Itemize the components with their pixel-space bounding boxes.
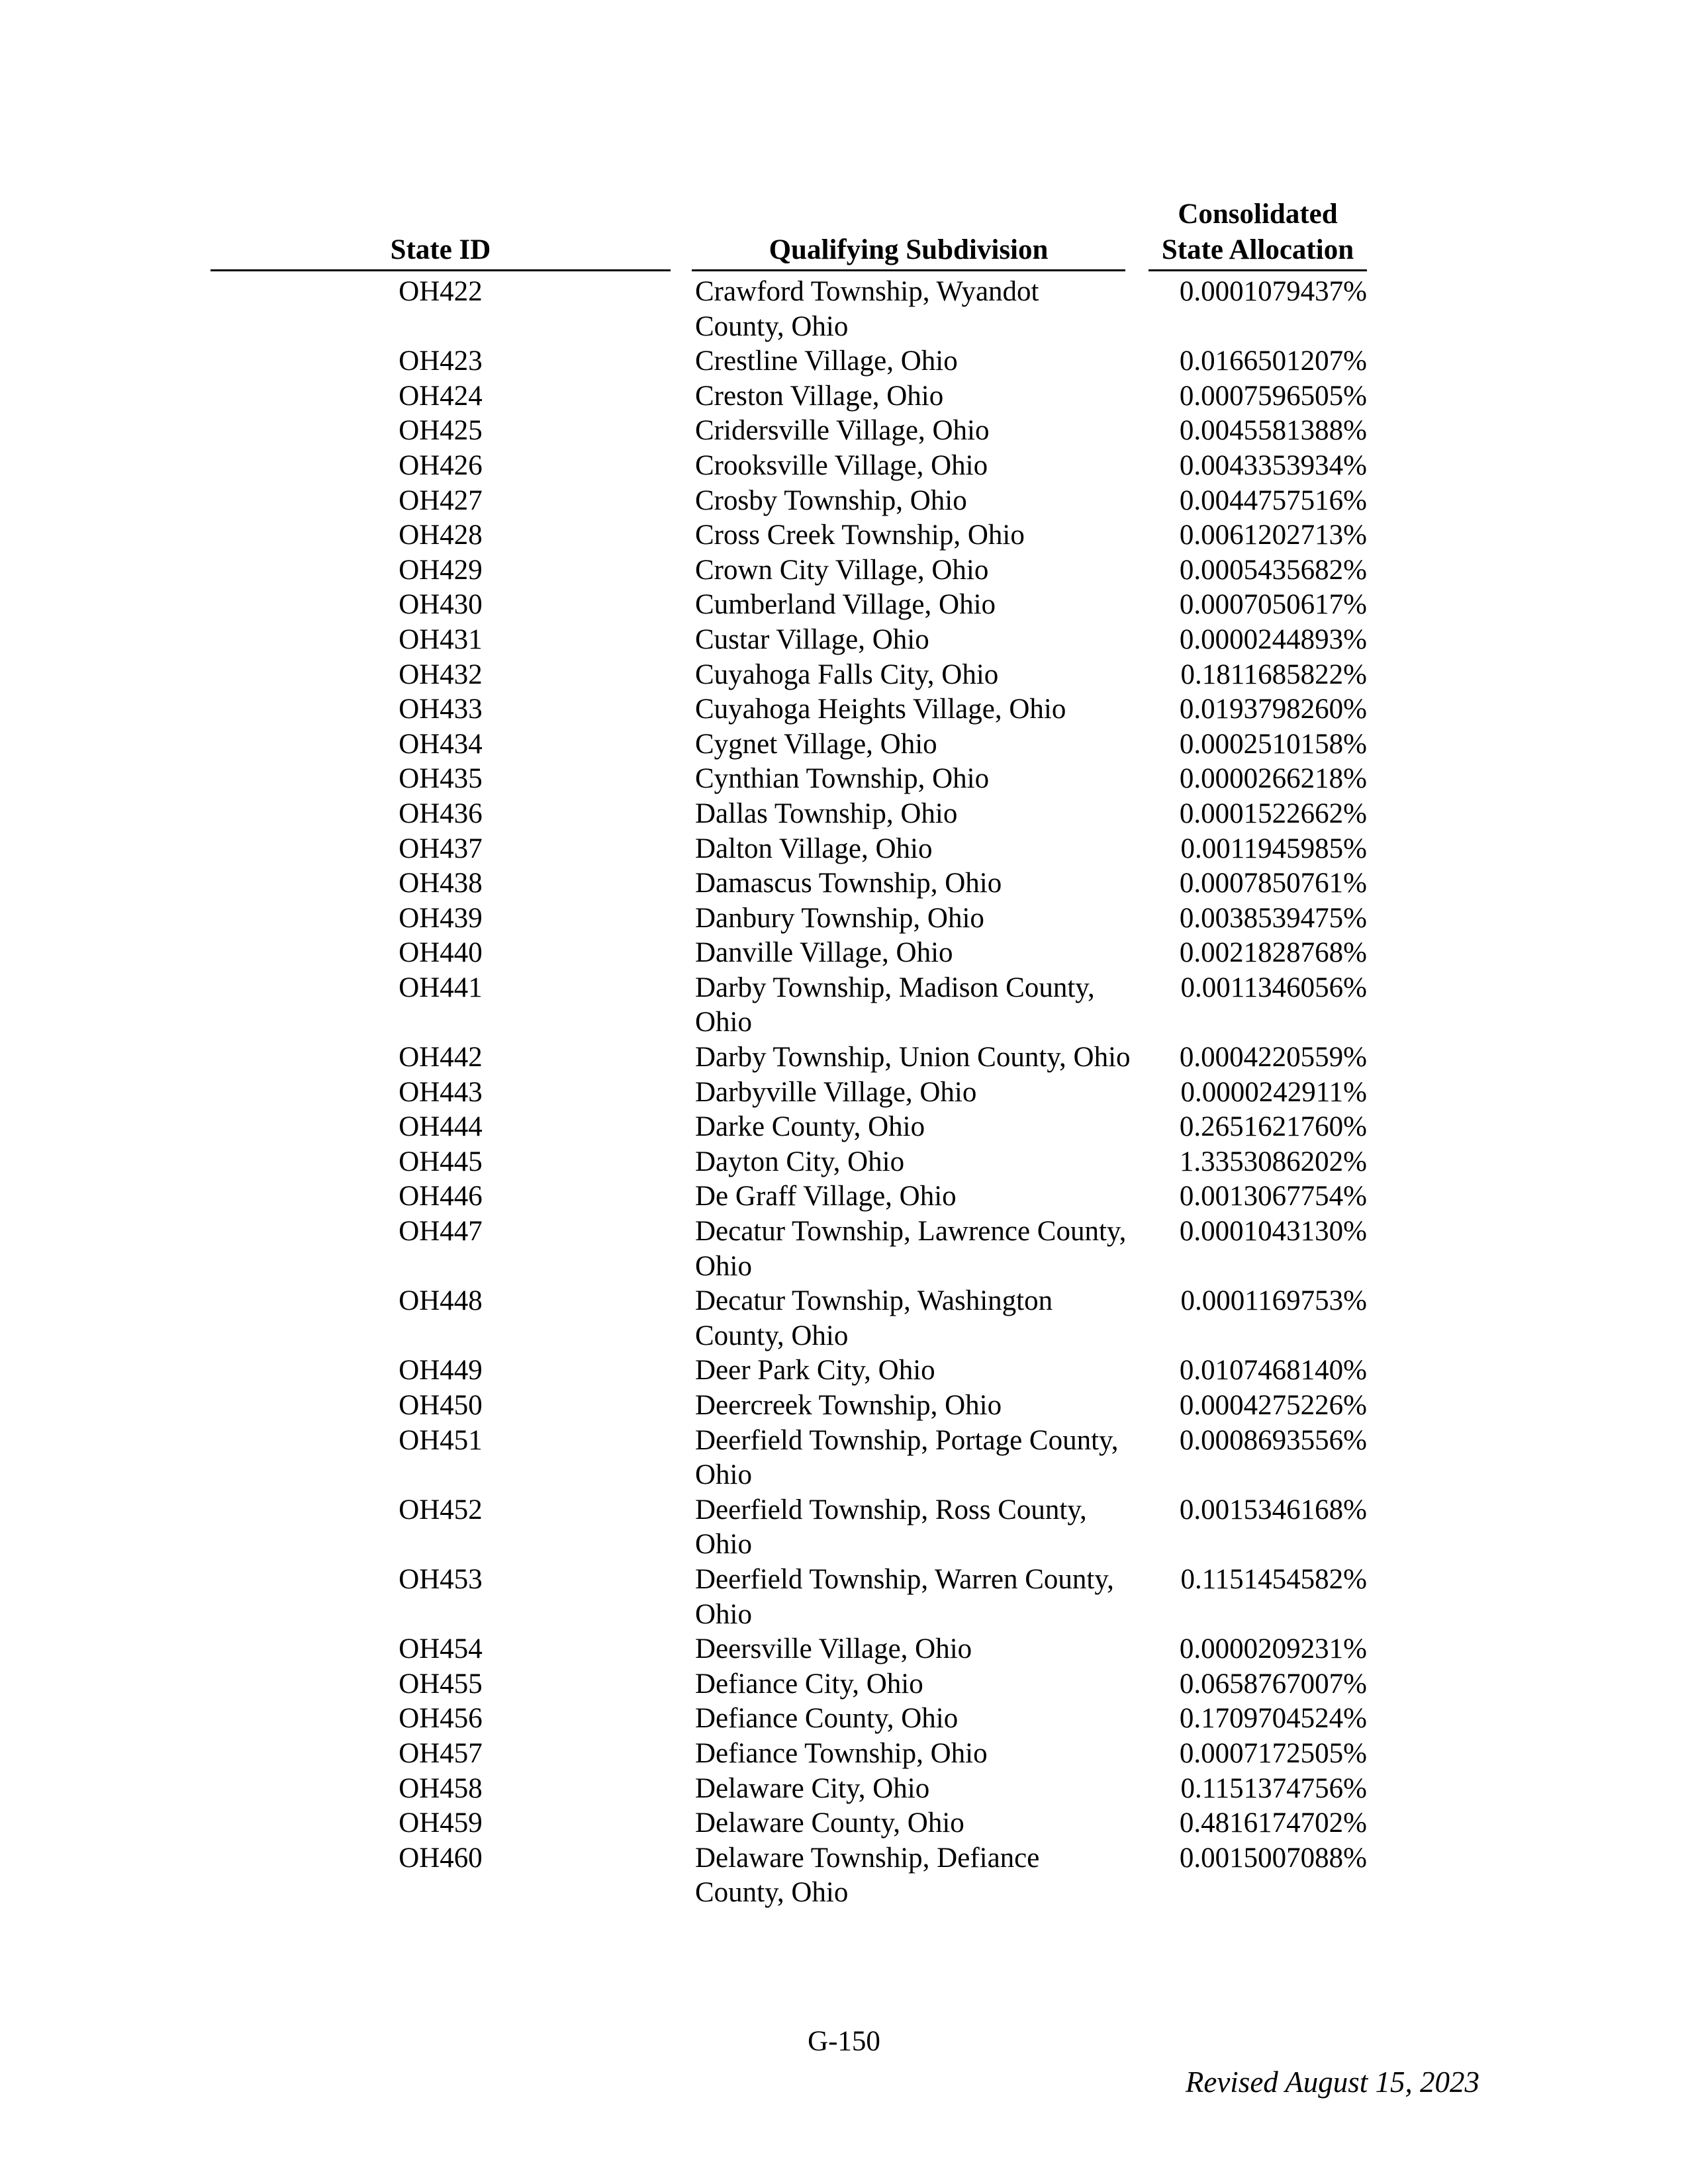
table-row [0, 623, 1688, 658]
subdivision-cell: Crawford Township, Wyandot County, Ohio [695, 276, 1039, 342]
subdivision-cell: Damascus Township, Ohio [695, 868, 1002, 899]
allocation-cell: 0.0658767007% [1179, 1668, 1367, 1700]
revised-date: Revised August 15, 2023 [1185, 2066, 1479, 2099]
table-row [0, 1667, 1688, 1702]
table-row [0, 1353, 1688, 1388]
table-row [0, 1179, 1688, 1214]
state-id-cell: OH431 [399, 623, 483, 655]
header-allocation-line2: State Allocation [1161, 234, 1354, 265]
state-id-cell: OH447 [399, 1216, 483, 1248]
table-row [0, 1110, 1688, 1145]
subdivision-cell: Darby Township, Union County, Ohio [695, 1042, 1131, 1073]
subdivision-cell: Crown City Village, Ohio [695, 554, 989, 586]
table-row [0, 1040, 1688, 1075]
table-body [0, 275, 1688, 1911]
subdivision-cell: Delaware Township, Defiance County, Ohio [695, 1842, 1040, 1909]
state-id-cell: OH446 [399, 1181, 483, 1212]
allocation-cell: 0.0013067754% [1179, 1181, 1367, 1212]
state-id-cell: OH456 [399, 1703, 483, 1735]
state-id-cell: OH445 [399, 1146, 483, 1177]
state-id-cell: OH449 [399, 1355, 483, 1387]
table-row [0, 379, 1688, 414]
state-id-cell: OH422 [399, 276, 483, 307]
subdivision-cell: Creston Village, Ohio [695, 380, 944, 412]
subdivision-cell: De Graff Village, Ohio [695, 1181, 957, 1212]
table-row [0, 1424, 1688, 1493]
table-row [0, 762, 1688, 797]
allocation-cell: 0.1811685822% [1180, 659, 1367, 690]
page-number: G-150 [808, 2026, 880, 2057]
subdivision-cell: Defiance City, Ohio [695, 1668, 923, 1700]
header-consolidated-state-allocation [1149, 197, 1367, 271]
allocation-cell: 0.0001522662% [1179, 797, 1367, 829]
header-state-id-label: State ID [390, 234, 491, 265]
state-id-cell: OH425 [399, 415, 483, 447]
subdivision-cell: Cross Creek Township, Ohio [695, 520, 1025, 551]
state-id-cell: OH458 [399, 1772, 483, 1804]
allocation-cell: 0.1151374756% [1180, 1772, 1367, 1804]
state-id-cell: OH460 [399, 1842, 483, 1874]
allocation-cell: 0.1709704524% [1179, 1703, 1367, 1735]
subdivision-cell: Crosby Township, Ohio [695, 484, 967, 516]
state-id-cell: OH459 [399, 1807, 483, 1839]
table-row [0, 692, 1688, 727]
allocation-cell: 0.0015346168% [1179, 1494, 1367, 1525]
table-row [0, 936, 1688, 971]
allocation-cell: 0.0043353934% [1179, 449, 1367, 481]
allocation-cell: 0.0007050617% [1179, 589, 1367, 621]
subdivision-cell: Defiance Township, Ohio [695, 1737, 988, 1769]
state-id-cell: OH440 [399, 937, 483, 969]
subdivision-cell: Cygnet Village, Ohio [695, 728, 937, 760]
allocation-cell: 0.0005435682% [1179, 554, 1367, 586]
table-row [0, 1214, 1688, 1284]
allocation-cell: 0.0008693556% [1179, 1424, 1367, 1456]
table-row [0, 832, 1688, 867]
table-row [0, 1388, 1688, 1424]
state-id-cell: OH455 [399, 1668, 483, 1700]
allocation-cell: 0.0004275226% [1179, 1390, 1367, 1421]
subdivision-cell: Danville Village, Ohio [695, 937, 953, 969]
table-row [0, 797, 1688, 832]
table-row [0, 1702, 1688, 1737]
subdivision-cell: Darby Township, Madison County, Ohio [695, 972, 1095, 1038]
allocation-cell: 0.0038539475% [1179, 902, 1367, 934]
state-id-cell: OH426 [399, 449, 483, 481]
allocation-cell: 0.2651621760% [1179, 1111, 1367, 1143]
table-row [0, 1772, 1688, 1807]
state-id-cell: OH428 [399, 520, 483, 551]
allocation-cell: 0.0000209231% [1179, 1633, 1367, 1665]
subdivision-cell: Cuyahoga Falls City, Ohio [695, 659, 999, 690]
table-row [0, 275, 1688, 344]
allocation-cell: 0.0007596505% [1179, 380, 1367, 412]
allocation-cell: 0.0000242911% [1180, 1076, 1367, 1108]
state-id-cell: OH429 [399, 554, 483, 586]
table-header [0, 199, 1688, 271]
allocation-cell: 0.0000266218% [1179, 763, 1367, 795]
allocation-cell: 0.0011945985% [1180, 833, 1367, 864]
table-row [0, 553, 1688, 588]
table-row [0, 1284, 1688, 1353]
state-id-cell: OH435 [399, 763, 483, 795]
subdivision-cell: Delaware City, Ohio [695, 1772, 930, 1804]
header-state-id [211, 232, 671, 271]
table-row [0, 1145, 1688, 1180]
allocation-cell: 0.0021828768% [1179, 937, 1367, 969]
allocation-cell: 0.0001079437% [1179, 276, 1367, 307]
allocation-cell: 0.0011346056% [1180, 972, 1367, 1003]
table-row [0, 518, 1688, 553]
subdivision-cell: Deerfield Township, Portage County, Ohio [695, 1424, 1119, 1491]
allocation-cell: 0.0107468140% [1179, 1355, 1367, 1387]
allocation-cell: 0.0061202713% [1179, 520, 1367, 551]
subdivision-cell: Decatur Township, Washington County, Ohio [695, 1285, 1053, 1351]
table-row [0, 971, 1688, 1040]
state-id-cell: OH427 [399, 484, 483, 516]
state-id-cell: OH438 [399, 868, 483, 899]
state-id-cell: OH448 [399, 1285, 483, 1317]
allocation-cell: 0.0193798260% [1179, 694, 1367, 725]
table-row [0, 1563, 1688, 1632]
subdivision-cell: Defiance County, Ohio [695, 1703, 959, 1735]
table-row [0, 484, 1688, 519]
table-row [0, 1493, 1688, 1563]
subdivision-cell: Cumberland Village, Ohio [695, 589, 996, 621]
allocation-cell: 0.0000244893% [1179, 623, 1367, 655]
subdivision-cell: Cuyahoga Heights Village, Ohio [695, 694, 1066, 725]
state-id-cell: OH437 [399, 833, 483, 864]
subdivision-cell: Dayton City, Ohio [695, 1146, 905, 1177]
subdivision-cell: Crestline Village, Ohio [695, 345, 958, 377]
table-row [0, 727, 1688, 762]
state-id-cell: OH453 [399, 1563, 483, 1595]
allocation-cell: 0.4816174702% [1179, 1807, 1367, 1839]
table-row [0, 1806, 1688, 1841]
allocation-cell: 0.0001043130% [1179, 1216, 1367, 1248]
allocation-cell: 0.0044757516% [1179, 484, 1367, 516]
header-subdivision-label: Qualifying Subdivision [769, 234, 1049, 265]
subdivision-cell: Deerfield Township, Warren County, Ohio [695, 1563, 1114, 1630]
subdivision-cell: Crooksville Village, Ohio [695, 449, 988, 481]
subdivision-cell: Darke County, Ohio [695, 1111, 925, 1143]
state-id-cell: OH443 [399, 1076, 483, 1108]
state-id-cell: OH424 [399, 380, 483, 412]
state-id-cell: OH452 [399, 1494, 483, 1525]
subdivision-cell: Danbury Township, Ohio [695, 902, 984, 934]
subdivision-cell: Cridersville Village, Ohio [695, 415, 990, 447]
allocation-cell: 0.0002510158% [1179, 728, 1367, 760]
subdivision-cell: Cynthian Township, Ohio [695, 763, 990, 795]
state-id-cell: OH432 [399, 659, 483, 690]
subdivision-cell: Darbyville Village, Ohio [695, 1076, 977, 1108]
state-id-cell: OH454 [399, 1633, 483, 1665]
state-id-cell: OH423 [399, 345, 483, 377]
state-id-cell: OH430 [399, 589, 483, 621]
state-id-cell: OH434 [399, 728, 483, 760]
allocation-cell: 1.3353086202% [1179, 1146, 1367, 1177]
state-id-cell: OH457 [399, 1737, 483, 1769]
allocation-cell: 0.0001169753% [1180, 1285, 1367, 1317]
state-id-cell: OH450 [399, 1390, 483, 1421]
table-row [0, 1075, 1688, 1111]
subdivision-cell: Decatur Township, Lawrence County, Ohio [695, 1216, 1127, 1282]
table-row [0, 1737, 1688, 1772]
state-id-cell: OH439 [399, 902, 483, 934]
header-qualifying-subdivision [692, 232, 1125, 271]
state-id-cell: OH433 [399, 694, 483, 725]
table-row [0, 588, 1688, 623]
allocation-cell: 0.0004220559% [1179, 1042, 1367, 1073]
table-row [0, 658, 1688, 693]
subdivision-cell: Deercreek Township, Ohio [695, 1390, 1002, 1421]
state-id-cell: OH444 [399, 1111, 483, 1143]
subdivision-cell: Dallas Township, Ohio [695, 797, 958, 829]
state-id-cell: OH442 [399, 1042, 483, 1073]
allocation-cell: 0.0007172505% [1179, 1737, 1367, 1769]
allocation-cell: 0.1151454582% [1180, 1563, 1367, 1595]
subdivision-cell: Deersville Village, Ohio [695, 1633, 972, 1665]
allocation-cell: 0.0007850761% [1179, 868, 1367, 899]
table-row [0, 1632, 1688, 1667]
subdivision-cell: Custar Village, Ohio [695, 623, 929, 655]
table-row [0, 866, 1688, 901]
state-id-cell: OH441 [399, 972, 483, 1003]
table-row [0, 901, 1688, 936]
table-row [0, 344, 1688, 379]
subdivision-cell: Dalton Village, Ohio [695, 833, 933, 864]
state-id-cell: OH451 [399, 1424, 483, 1456]
table-row [0, 414, 1688, 449]
subdivision-cell: Deer Park City, Ohio [695, 1355, 935, 1387]
subdivision-cell: Deerfield Township, Ross County, Ohio [695, 1494, 1087, 1561]
allocation-cell: 0.0045581388% [1179, 415, 1367, 447]
subdivision-cell: Delaware County, Ohio [695, 1807, 964, 1839]
state-id-cell: OH436 [399, 797, 483, 829]
table-row [0, 449, 1688, 484]
table-row [0, 1841, 1688, 1911]
allocation-cell: 0.0166501207% [1179, 345, 1367, 377]
header-allocation-line1: Consolidated [1178, 199, 1338, 230]
allocation-cell: 0.0015007088% [1179, 1842, 1367, 1874]
